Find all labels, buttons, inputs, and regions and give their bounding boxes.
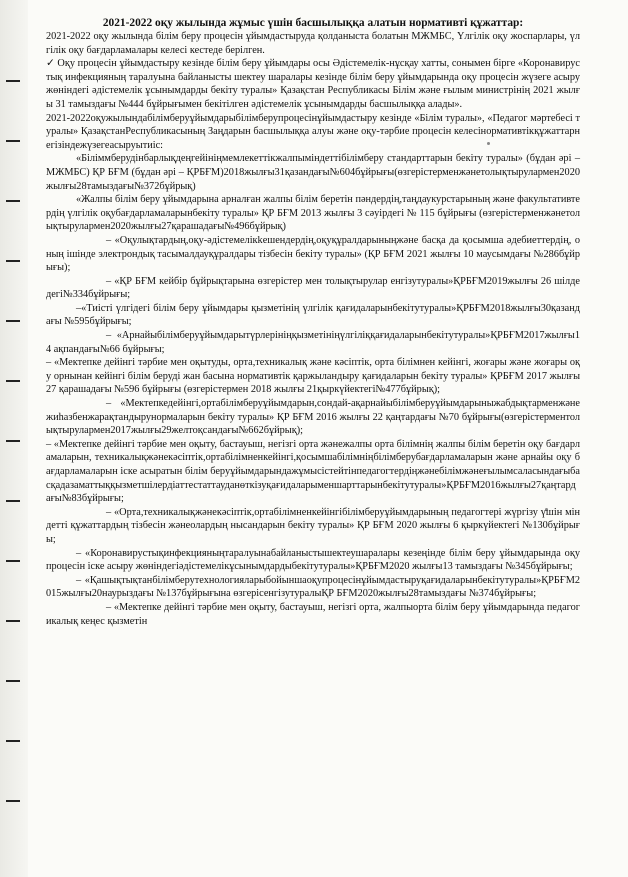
document-paragraph: «Біліммберудінбарлықдеңгейініңмемлекеттікжалпыміндеттібілімберу стандарттарын бекіту туралы» (бұдан әрі – МЖМБС) ҚР БҒМ (бұдан әрі – ҚРБҒМ)2018жылғы31қазандағы№604бұйрығы(өзгерістерменжәнетолықтырулармен2020жылғы28тамыздағы№372бұйрық) (46, 153, 580, 192)
document-paragraph: – «ҚР БҒМ кейбір бұйрықтарына өзгерістер мен толықтырулар енгізутуралы»ҚРБҒМ2019жылғы 26 шілдедегі№334бұйрығы; (46, 275, 580, 301)
binding-hole (6, 620, 20, 622)
document-paragraph: – «Оқулықтардың,оқу-әдістемелікkешендердің,оқуқұралдарыныңжәне басқа да қосымша әдебиеттердің, оның ішінде электрондық тасымалдауқұралдары тізбесін бекіту туралы» (ҚР БҒМ 2021 жылғы 10 маусымдағы №286бұйрығы); (46, 234, 580, 274)
document-paragraph: –«Тиісті үлгідегі білім беру ұйымдары қызметінің үлгілік қағидаларынбекітутуралы»ҚРБҒМ2018жылғы30қазандағы №595бұйрығы; (46, 302, 580, 328)
binding-hole (6, 680, 20, 682)
document-paragraph: – «Мектепке дейінгі тәрбие мен оқытуды, орта,техникалық және кәсіптік, орта білімнен кейінгі, жоғары және жоғары оқу орнынан кейінгі білім беруді жан басына нормативтік қаржыландыру қағидаларын бекіту туралы» ҚРБҒМ 2017 жылғы 27 қарашадағы №596 бұйрығы (өзгерістермен 2018 жылғы 21қыркүйектегі№477бұйрық); (46, 357, 580, 396)
document-paragraph: «Жалпы білім беру ұйымдарына арналған жалпы білім беретін пәндердің,таңдаукурстарының және факультативтердің үлгілік оқубағдарламаларынбекіту туралы» ҚР БҒМ 2013 жылғы 3 сәуірдегі № 115 бұйрығы (өзгерістерменжәнетолықтырулармен2020жылғы27қарашадағы№496бұйрық) (46, 194, 580, 233)
binding-hole (6, 140, 20, 142)
document-paragraph: – «Мектепке дейінгі тәрбие мен оқыту, бастауыш, негізгі орта жәнежалпы орта білімнің жалпы білім беретін оқу бағдарламаларын, техникалықжәнекәсіптік,ортабілімненкейінгі,қосымшабілімніңбілімберубағдарламаларын және арнайы оқу бағдарламаларын іске асыратын білім беруұйымдарындажұмысістейтінпедагогтердіңжәнебілімжәнеғылымсаласындағыбасқадазаматтыққызметшілердіаттестаттауданөткізуқағидаларыменшарттарынбекітутуралы»ҚРБҒМ2016жылғы27қаңтардағы№83бұйрығы; (46, 438, 580, 505)
binding-hole (6, 500, 20, 502)
document-title: 2021-2022 оқу жылында жұмыс үшін басшылыққа алатын нормативті құжаттар: (102, 17, 524, 29)
binding-hole (6, 380, 20, 382)
binding-hole (6, 800, 20, 802)
binding-hole (6, 560, 20, 562)
binding-hole (6, 740, 20, 742)
binding-hole (6, 320, 20, 322)
document-paragraph: – «Мектепке дейінгі тәрбие мен оқыту, бастауыш, негізгі орта, жалпыорта білім беру ұйымдарында педагогикалық кеңес қызметін (46, 601, 580, 627)
document-body (46, 30, 580, 628)
binding-hole (6, 440, 20, 442)
document-paragraph: – «Орта,техникалықжәнекәсіптік,ортабілімненкейінгібілімберуұйымдарының педагогтері жүргізу үшін міндетті құжаттардың тізбесін жәнеолардың нысандарын бекіту туралы» ҚР БҒМ 2020 жылғы 6 қыркүйектегі №130бұйрығы; (46, 506, 580, 545)
document-page (46, 16, 580, 628)
binding-hole (6, 80, 20, 82)
binding-hole (6, 260, 20, 262)
binding-hole (6, 200, 20, 202)
document-paragraph: – «Қашықтықтанбілімберутехнологияларыбойыншаоқупроцесінұйымдастыруқағидаларынбекітутуралы»ҚРБҒМ2015жылғы20наурыздағы №137бұйрығына өзгерісенгізутуралыҚР БҒМ2020жылғы28тамыздағы №374бұйрығы; (46, 574, 580, 600)
document-paragraph: 2021-2022оқужылындабілімберуұйымдарыбілімберупроцесінұйымдастыру кезінде «Білім туралы», «Педагог мәртебесі туралы» ҚазақстанРеспубликасының Заңдарын басшылыққа алуы және оқу-тәрбие процесін келесінормативтікқұжаттарнегізіндежүзегеасыруытиіс: (46, 112, 580, 151)
document-paragraph: – «Арнайыбілімберуұйымдарытүрлерініңқызметініңүлгіліққағидаларынбекітутуралы»ҚРБҒМ2017жылғы14 ақпандағы№66 бұйрығы; (46, 330, 580, 355)
document-paragraph: – «Коронавирустықинфекцияныңтаралуынабайланыстышектеушаралары кезеңінде білім беру ұйымдарында оқу процесін іске асыру жөніндегіәдістемелікұсынымдардыбекітутуралы»ҚРБҒМ2020 жылғы13 тамыздағы №345бұйрығы; (46, 547, 580, 573)
document-paragraph: ✓ Оқу процесін ұйымдастыру кезінде білім беру ұйымдары осы Әдістемелік-нұсқау хатты, сонымен бірге «Коронавирустық инфекцияның таралуына байланысты шектеу шаралары кезінде білім беру ұйымдарында оқу процесін жүзеге асыру жөніндегі әдістемелік ұсынымдарды бекіту туралы» Қазақстан Республикасы Білім және ғылым министрінің 2021 жылғы 31 тамыздағы №444 бұйрығымен бекітілген әдістемелік ұсынымдарды басшылыққа алады». (46, 58, 580, 110)
document-paragraph: – «Мектепкедейінгі,ортабілімберуұйымдарын,сондай-ақарнайыбілімберуұйымдарыныжабдықтарменжәнежиһазбенжарақтандырунормаларын бекіту туралы» ҚР БҒМ 2016 жылғы 22 қаңтардағы №70 бұйрығы(өзгерістерментолықтырулармен2017жылғы29желтоқсандағы№662бұйрық); (46, 398, 580, 437)
document-paragraph: 2021-2022 оқу жылында білім беру процесін ұйымдастыруда қолданыста болатын МЖМБС, Үлгілік оқу жоспарлары, үлгілік оқу бағдарламалары келесі кестеде берілген. (46, 31, 580, 56)
page-binding-margin (0, 0, 28, 877)
